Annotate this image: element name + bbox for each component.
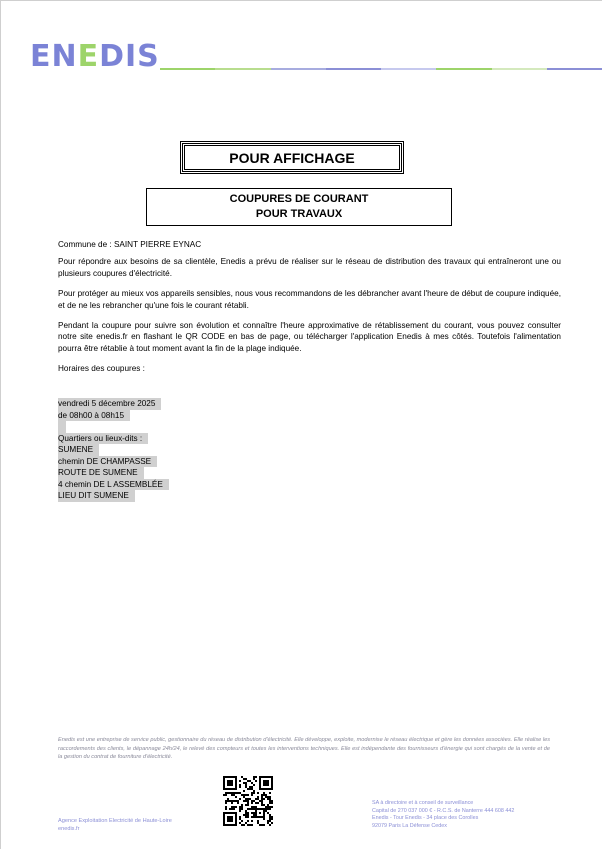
subtitle-line-1: COUPURES DE COURANT bbox=[229, 193, 369, 205]
subtitle-line-2: POUR TRAVAUX bbox=[255, 208, 343, 220]
paragraph-tracking: Pendant la coupure pour suivre son évolution et connaître l'heure approximative de rétablissement du courant, vous pouvez consulter notre site enedis.fr en flashant le QR CODE en bas de page, ou télécharger l'application Enedis à mes côtés. Toutefois l'alimentation pourra être rétablie à tout moment avant la fin de la plage indiquée. bbox=[58, 321, 561, 353]
body-text bbox=[58, 239, 561, 384]
footer-agency bbox=[58, 818, 172, 833]
enedis-logo: ENEDIS bbox=[30, 39, 160, 74]
page-title: POUR AFFICHAGE bbox=[229, 149, 355, 166]
footer-company-info: SA à directoire et à conseil de surveillance Capital de 270 037 000 € - R.C.S. de Nanterre 444 608 442 Enedis - Tour Enedis - 34 place des Corolles 92079 Paris La Défense Cedex bbox=[372, 800, 515, 829]
paragraph-intro: Pour répondre aux besoins de sa clientèle, Enedis a prévu de réaliser sur le réseau de distribution des travaux qui entraîneront une ou plusieurs coupures d'électricité. bbox=[58, 257, 561, 278]
area-item: chemin DE CHAMPASSE bbox=[58, 456, 157, 468]
outage-date: vendredi 5 décembre 2025 bbox=[58, 398, 161, 410]
header-decorative-line bbox=[160, 67, 602, 71]
qr-code-icon[interactable] bbox=[223, 776, 273, 826]
schedule-block bbox=[58, 398, 169, 502]
agency-name: Agence Exploitation Electricité de Haute-Loire bbox=[58, 818, 172, 824]
area-item: 4 chemin DE L ASSEMBLÉE bbox=[58, 479, 169, 491]
paragraph-protection: Pour protéger au mieux vos appareils sensibles, nous vous recommandons de les débrancher avant l'heure de début de coupure indiquée, et de ne les rebrancher qu'une fois le courant rétabli. bbox=[58, 289, 561, 310]
footer-legal-text: Enedis est une entreprise de service public, gestionnaire du réseau de distribution d'électricité. Elle développe, exploite, modernise le réseau électrique et gère les données associées. Elle réalise les raccordements des clients, le dépannage 24h/24, le relevé des compteurs et toutes les interventions techniques. Elle est indépendante des fournisseurs d'énergie qui sont chargés de la vente et de la gestion du contrat de fourniture d'électricité. bbox=[58, 737, 550, 760]
title-box bbox=[182, 143, 402, 172]
site-link[interactable]: enedis.fr bbox=[58, 825, 80, 832]
subtitle-box bbox=[146, 188, 452, 226]
commune-line: Commune de : SAINT PIERRE EYNAC bbox=[58, 240, 202, 249]
area-item: SUMENE bbox=[58, 444, 99, 456]
schedule-heading: Horaires des coupures : bbox=[58, 364, 145, 374]
blank-highlight bbox=[58, 421, 66, 433]
outage-time: de 08h00 à 08h15 bbox=[58, 410, 130, 422]
area-item: LIEU DIT SUMENE bbox=[58, 490, 135, 502]
areas-label: Quartiers ou lieux-dits : bbox=[58, 433, 148, 445]
area-item: ROUTE DE SUMENE bbox=[58, 467, 144, 479]
